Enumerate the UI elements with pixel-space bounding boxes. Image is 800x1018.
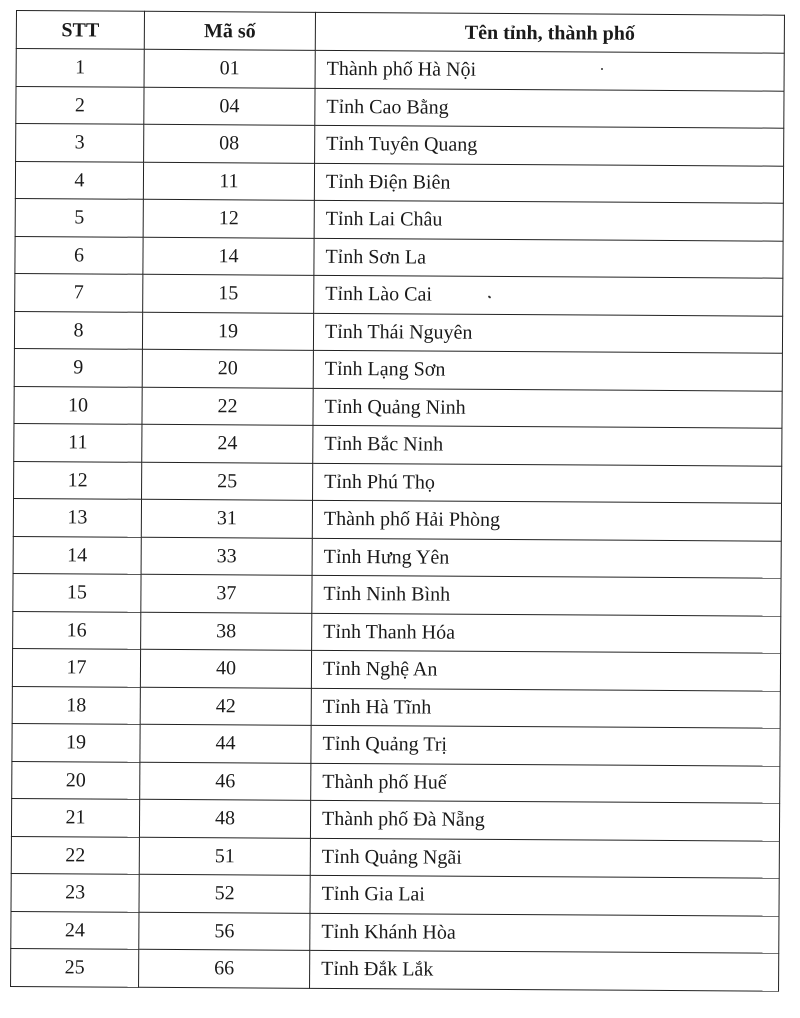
cell-province-name: Tỉnh Lạng Sơn <box>313 350 782 390</box>
cell-code: 42 <box>140 687 311 726</box>
cell-province-name: Thành phố Huế <box>311 763 780 803</box>
header-code: Mã số <box>144 11 315 50</box>
cell-stt: 5 <box>15 198 143 236</box>
cell-code: 14 <box>143 237 314 276</box>
table-row <box>15 198 783 240</box>
cell-code: 56 <box>139 912 310 951</box>
table-row <box>14 311 782 353</box>
cell-province-name: Tỉnh Nghệ An <box>311 650 780 690</box>
cell-province-name: Tỉnh Sơn La <box>314 238 783 278</box>
cell-stt: 11 <box>14 423 142 461</box>
cell-code: 48 <box>139 799 310 838</box>
cell-code: 25 <box>142 462 313 501</box>
header-stt: STT <box>16 11 144 50</box>
cell-province-name: Tỉnh Lai Châu <box>314 200 783 240</box>
cell-code: 46 <box>140 762 311 801</box>
cell-stt: 25 <box>11 948 139 986</box>
cell-stt: 16 <box>13 611 141 649</box>
table-row <box>14 348 782 390</box>
cell-code: 52 <box>139 874 310 913</box>
cell-province-name: Tỉnh Ninh Bình <box>312 575 781 615</box>
table-row <box>11 836 779 878</box>
table-body <box>11 49 785 991</box>
cell-province-name: Tỉnh Điện Biên <box>314 163 783 203</box>
cell-stt: 20 <box>12 761 140 799</box>
cell-province-name: Tỉnh Phú Thọ <box>313 463 782 503</box>
cell-province-name: Tỉnh Đắk Lắk <box>310 950 779 990</box>
cell-province-name: Tỉnh Quảng Ngãi <box>310 838 779 878</box>
table-row <box>13 573 781 615</box>
cell-stt: 24 <box>11 911 139 949</box>
cell-code: 24 <box>142 424 313 463</box>
cell-stt: 12 <box>14 461 142 499</box>
cell-province-name: Tỉnh Thái Nguyên <box>313 313 782 353</box>
cell-province-name: Tỉnh Quảng Ninh <box>313 388 782 428</box>
cell-stt: 1 <box>16 49 144 87</box>
cell-province-name: Tỉnh Tuyên Quang <box>315 125 784 165</box>
cell-code: 51 <box>139 837 310 876</box>
scan-speck <box>601 68 603 70</box>
cell-province-name: Tỉnh Gia Lai <box>310 875 779 915</box>
cell-province-name: Tỉnh Khánh Hòa <box>310 913 779 953</box>
table-row <box>16 124 784 166</box>
table-row <box>14 461 782 503</box>
table-row <box>11 948 779 990</box>
cell-code: 08 <box>144 124 315 163</box>
table-row <box>13 536 781 578</box>
cell-stt: 4 <box>15 161 143 199</box>
cell-stt: 2 <box>16 86 144 124</box>
cell-province-name: Thành phố Hà Nội <box>315 50 784 90</box>
cell-province-name: Tỉnh Hưng Yên <box>312 538 781 578</box>
cell-province-name: Tỉnh Cao Bằng <box>315 88 784 128</box>
table-row <box>13 611 781 653</box>
table-row <box>14 423 782 465</box>
table-row <box>12 723 780 765</box>
cell-code: 15 <box>143 274 314 313</box>
cell-stt: 10 <box>14 386 142 424</box>
table-row <box>12 686 780 728</box>
cell-code: 44 <box>140 724 311 763</box>
cell-stt: 3 <box>16 124 144 162</box>
table-row <box>11 911 779 953</box>
cell-stt: 9 <box>14 348 142 386</box>
cell-stt: 6 <box>15 236 143 274</box>
cell-stt: 8 <box>14 311 142 349</box>
cell-code: 11 <box>143 162 314 201</box>
cell-province-name: Tỉnh Hà Tĩnh <box>311 688 780 728</box>
table-row <box>15 161 783 203</box>
cell-stt: 18 <box>12 686 140 724</box>
cell-stt: 17 <box>12 648 140 686</box>
table-row <box>11 873 779 915</box>
cell-stt: 21 <box>11 798 139 836</box>
cell-code: 33 <box>141 537 312 576</box>
table-row <box>15 273 783 315</box>
cell-stt: 19 <box>12 723 140 761</box>
cell-code: 01 <box>144 49 315 88</box>
cell-code: 38 <box>141 612 312 651</box>
header-province-name: Tên tỉnh, thành phố <box>315 12 784 53</box>
document-page <box>16 10 784 987</box>
cell-province-name: Tỉnh Thanh Hóa <box>312 613 781 653</box>
cell-code: 37 <box>141 574 312 613</box>
cell-stt: 22 <box>11 836 139 874</box>
cell-stt: 15 <box>13 573 141 611</box>
cell-stt: 23 <box>11 873 139 911</box>
cell-code: 19 <box>142 312 313 351</box>
cell-code: 66 <box>139 949 310 988</box>
cell-province-name: Tỉnh Lào Cai <box>314 275 783 315</box>
cell-code: 04 <box>144 87 315 126</box>
table-row <box>12 761 780 803</box>
cell-province-name: Thành phố Hải Phòng <box>312 500 781 540</box>
cell-code: 22 <box>142 387 313 426</box>
table-row <box>12 648 780 690</box>
table-row <box>15 236 783 278</box>
cell-code: 31 <box>141 499 312 538</box>
table-row <box>14 386 782 428</box>
cell-code: 20 <box>142 349 313 388</box>
province-code-table <box>10 10 785 991</box>
cell-stt: 14 <box>13 536 141 574</box>
table-row <box>16 49 784 91</box>
cell-code: 12 <box>143 199 314 238</box>
cell-code: 40 <box>140 649 311 688</box>
table-header-row <box>16 11 784 54</box>
table-row <box>16 86 784 128</box>
table-row <box>11 798 779 840</box>
cell-province-name: Tỉnh Bắc Ninh <box>313 425 782 465</box>
table-row <box>13 498 781 540</box>
cell-stt: 13 <box>13 498 141 536</box>
cell-stt: 7 <box>15 273 143 311</box>
cell-province-name: Tỉnh Quảng Trị <box>311 725 780 765</box>
cell-province-name: Thành phố Đà Nẵng <box>310 800 779 840</box>
